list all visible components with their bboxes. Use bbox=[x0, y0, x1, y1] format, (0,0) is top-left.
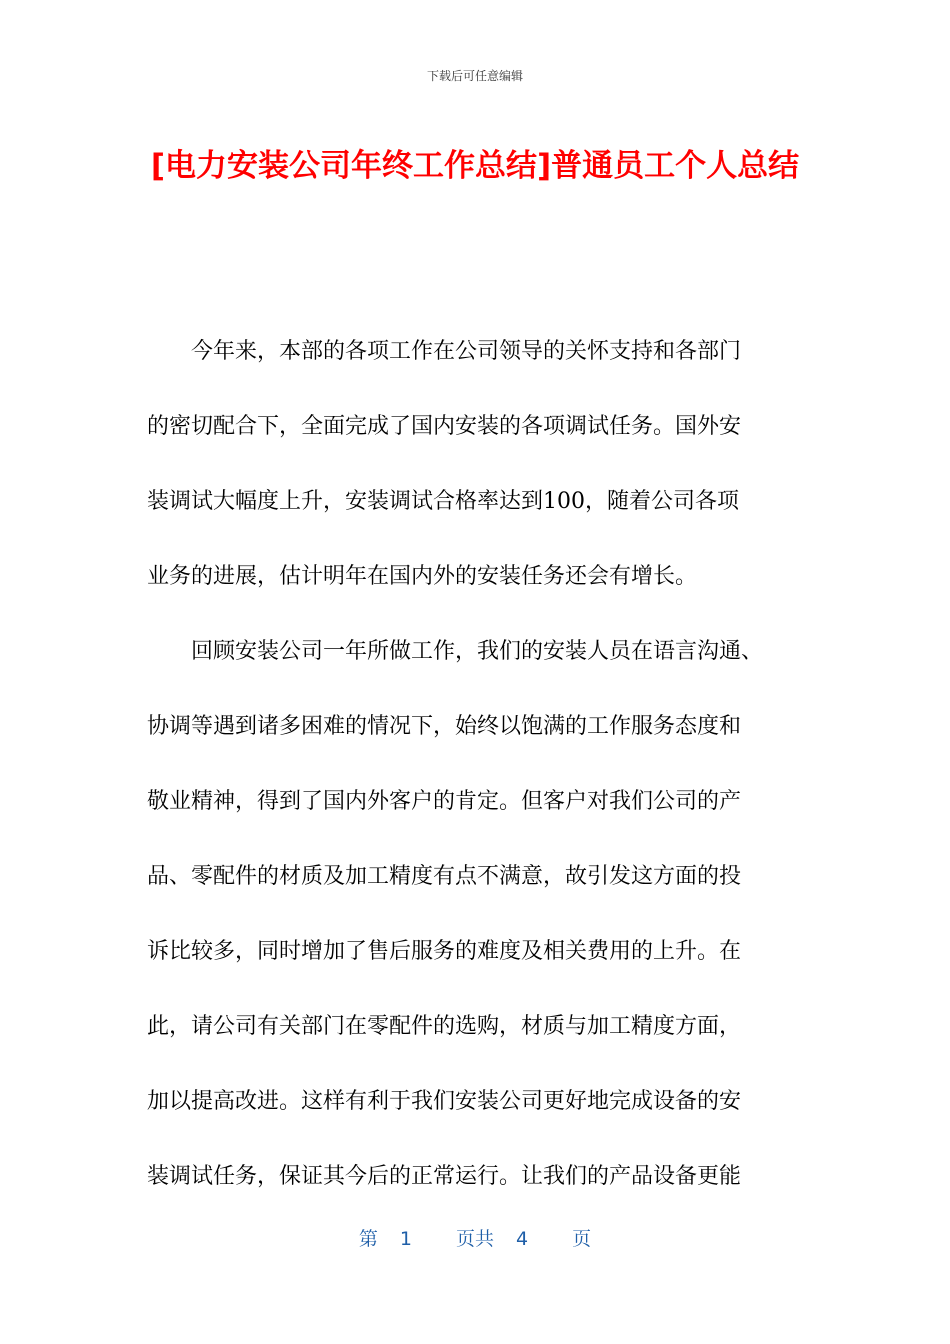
footer-middle: 页共 bbox=[455, 1228, 494, 1250]
document-body bbox=[147, 314, 827, 1214]
paragraph: 今年来，本部的各项工作在公司领导的关怀支持和各部门 的密切配合下，全面完成了国内安装的各项调试任务。国外安 装调试大幅度上升，安装调试合格率达到100，随着公司各项 业务的进展，估计明年在国内外的安装任务还会有增长。 bbox=[147, 339, 742, 589]
paragraph: 回顾安装公司一年所做工作，我们的安装人员在语言沟通、 协调等遇到诸多困难的情况下，始终以饱满的工作服务态度和 敬业精神，得到了国内外客户的肯定。但客户对我们公司的产 品、零配件的材质及加工精度有点不满意，故引发这方面的投 诉比较多，同时增加了售后服务的难度及相关费用的上升。在 此，请公司有关部门在零配件的选购，材质与加工精度方面， 加以提高改进。这样有利于我们安装公司更好地完成设备的安 装调试任务，保证其今后的正常运行。让我们的产品设备更能 bbox=[147, 639, 764, 1189]
page-header-note: 下载后可任意编辑 bbox=[426, 69, 523, 83]
footer-prefix: 第 bbox=[358, 1228, 378, 1250]
current-page-number: 1 bbox=[399, 1228, 412, 1250]
page-footer bbox=[0, 1226, 950, 1252]
total-pages-number: 4 bbox=[516, 1228, 529, 1250]
footer-suffix: 页 bbox=[572, 1228, 592, 1250]
document-title: [电力安装公司年终工作总结]普通员工个人总结 bbox=[150, 148, 800, 184]
